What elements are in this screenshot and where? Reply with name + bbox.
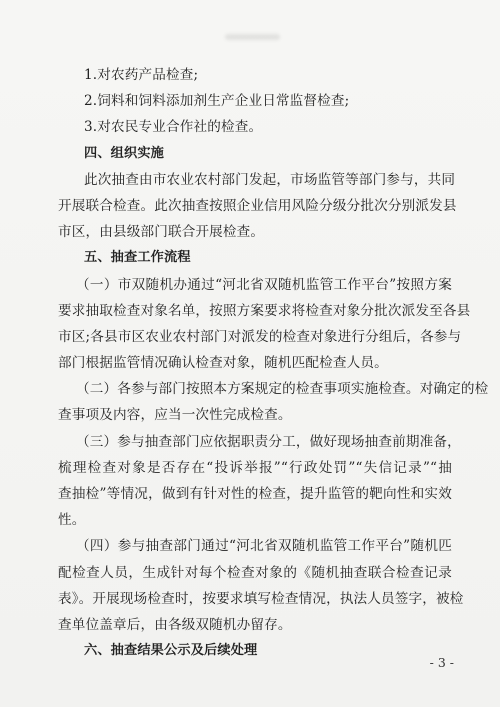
body-text-line: 部门根据监管情况确认检查对象，随机匹配检查人员。 (58, 355, 388, 372)
body-text-line: 查抽检”等情况，做到有针对性的检查，提升监管的靶向性和实效 (58, 486, 452, 502)
section-heading: 六、抽查结果公示及后续处理 (84, 643, 258, 659)
body-text-line: 查事项及内容，应当一次性完成检查。 (58, 407, 292, 424)
document-body (58, 62, 489, 664)
body-text-line: 要求抽取检查对象名单，按照方案要求将检查对象分批次派发至各县 (58, 302, 471, 319)
section-heading: 五、抽查工作流程 (84, 250, 191, 266)
list-item: 2.饲料和饲料添加剂生产企业日常监督检查; (84, 93, 350, 110)
page-number: - 3 - (429, 655, 454, 670)
scan-mark (225, 34, 280, 40)
body-text-line: （三）参与抽查部门应依据职责分工，做好现场抽查前期准备， (76, 433, 461, 450)
body-text-line: 查单位盖章后，由各级双随机办留存。 (58, 616, 292, 633)
body-text-line: 性。 (58, 512, 86, 529)
body-text-line: 梳理检查对象是否存在“投诉举报”“行政处罚”“失信记录”“抽 (58, 459, 452, 476)
list-item: 3.对农民专业合作社的检查。 (84, 119, 263, 136)
body-text-line: 市区;各县市区农业农村部门对派发的检查对象进行分组后，各参与 (58, 328, 462, 345)
body-text-line: （四）参与抽查部门通过“河北省双随机监管工作平台”随机匹 (76, 538, 452, 555)
list-item: 1.对农药产品检查; (84, 67, 199, 83)
body-text-line: 此次抽查由市农业农村部门发起，市场监管等部门参与，共同 (84, 171, 456, 188)
section-heading: 四、组织实施 (84, 145, 165, 161)
body-text-line: 配检查人员，生成针对每个检查对象的《随机抽查联合检查记录 (58, 564, 452, 581)
body-text-line: 市区，由县级部门联合开展检查。 (58, 224, 265, 241)
body-text-line: （二）各参与部门按照本方案规定的检查事项实施检查。对确定的检 (76, 381, 489, 398)
body-text-line: （一）市双随机办通过“河北省双随机监管工作平台”按照方案 (76, 276, 452, 293)
body-text-line: 表》。开展现场检查时，按要求填写检查情况，执法人员签字，被检 (58, 590, 464, 607)
body-text-line: 开展联合检查。此次抽查按照企业信用风险分级分批次分别派发县 (58, 197, 457, 214)
